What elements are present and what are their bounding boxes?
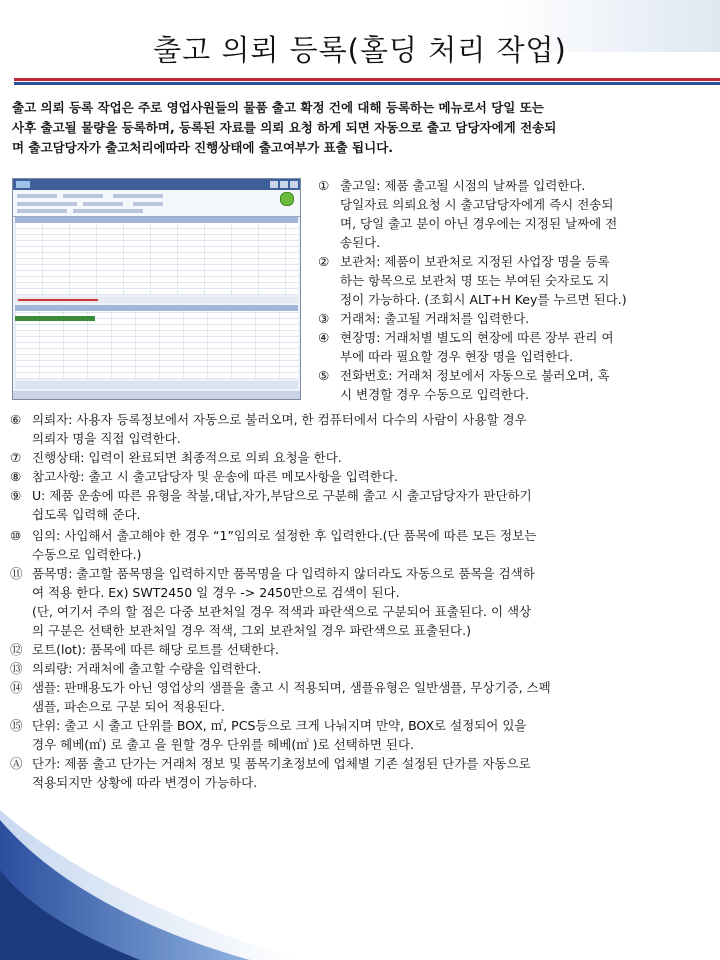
list-item: [10, 467, 716, 486]
close-icon: [290, 181, 298, 188]
item-line: U: 제품 운송에 따른 유형을 착불,대납,자가,부담으로 구분해 출고 시 출고담당자가 판단하기: [32, 488, 532, 503]
item-line: 의뢰자: 사용자 등록정보에서 자동으로 불러오며, 한 컴퓨터에서 다수의 사람이 사용할 경우: [32, 412, 527, 427]
item-marker: Ⓐ: [10, 756, 23, 771]
item-marker: ⑪: [10, 566, 23, 581]
form-field: [17, 194, 57, 198]
app-screenshot-image: [12, 178, 301, 400]
list-item: [10, 564, 716, 640]
item-marker: ⑬: [10, 661, 23, 676]
screenshot-form-area: [13, 190, 300, 217]
item-line: 거래처: 출고될 거래처를 입력한다.: [340, 311, 530, 326]
item-marker: ⑫: [10, 642, 23, 657]
item-marker: ⑭: [10, 680, 23, 695]
screenshot-titlebar: [13, 179, 300, 190]
item-marker: ⑨: [10, 488, 22, 503]
item-line: 적용되지만 상황에 따라 변경이 가능하다.: [32, 775, 258, 790]
item-line: 며, 당일 출고 분이 아닌 경우에는 지정된 날짜에 전: [340, 216, 618, 231]
title-rule-blue: [14, 82, 720, 85]
item-line: 출고일: 제품 출고될 시점의 날짜를 입력한다.: [340, 178, 586, 193]
list-item: [10, 640, 716, 659]
item-line: 수동으로 입력한다.): [32, 547, 142, 562]
item-line: (단, 여기서 주의 할 점은 다중 보관처일 경우 적색과 파란색으로 구분되어 표출된다. 이 색상: [32, 604, 532, 619]
item-line: 부에 따라 필요할 경우 현장 명을 입력한다.: [340, 349, 574, 364]
form-field: [113, 194, 163, 198]
item-line: 쉽도록 입력해 준다.: [32, 507, 141, 522]
item-line: 샘플, 파손으로 구분 되어 적용된다.: [32, 699, 225, 714]
search-go-icon: [280, 192, 294, 206]
detail-caption-text: [18, 299, 98, 301]
item-marker: ⑥: [10, 412, 22, 427]
item-marker: ④: [318, 330, 330, 345]
list-item: [318, 366, 710, 404]
list-item: [10, 678, 716, 716]
item-line: 정이 가능하다. (조회시 ALT+H Key를 누르면 된다.): [340, 292, 627, 307]
item-line: 진행상태: 입력이 완료되면 최종적으로 의뢰 요청을 한다.: [32, 450, 342, 465]
item-line: 임의: 사입해서 출고해야 한 경우 “1”임의로 설정한 후 입력한다.(단 품목에 따른 모든 정보는: [32, 528, 537, 543]
item-line: 현장명: 거래처별 별도의 현장에 따른 장부 관리 여: [340, 330, 614, 345]
item-marker: ③: [318, 311, 330, 326]
selected-row: [15, 316, 95, 321]
item-marker: ⑧: [10, 469, 22, 484]
item-line: 의뢰자 명을 직접 입력한다.: [32, 431, 181, 446]
list-item: [318, 252, 710, 309]
app-logo-icon: [16, 181, 30, 188]
item-line: 당일자료 의뢰요청 시 출고담당자에게 즉시 전송되: [340, 197, 614, 212]
right-field-list: [318, 176, 710, 404]
item-marker: ⑤: [318, 368, 330, 383]
form-field: [63, 194, 103, 198]
item-line: 단가: 제품 출고 단가는 거래처 정보 및 품목기초정보에 업체별 기존 설정된 단가를 자동으로: [32, 756, 531, 771]
form-field: [73, 209, 143, 213]
list-item: [10, 448, 716, 467]
full-field-list: [10, 410, 716, 792]
item-line: 경우 헤베(㎡) 로 출고 을 원할 경우 단위를 헤베(㎡ )로 선택하면 된다.: [32, 737, 414, 752]
item-marker: ②: [318, 254, 330, 269]
maximize-icon: [280, 181, 288, 188]
intro-line: 출고 의뢰 등록 작업은 주로 영업사원들의 물품 출고 확정 건에 대해 등록하는 메뉴로서 당일 또는: [12, 100, 544, 115]
item-marker: ⑩: [10, 528, 22, 543]
status-bar: [13, 391, 300, 399]
form-field: [133, 202, 163, 206]
item-marker: ①: [318, 178, 330, 193]
list-item: [10, 716, 716, 754]
item-marker: ⑮: [10, 718, 23, 733]
list-item: [10, 754, 716, 792]
item-marker: ⑦: [10, 450, 22, 465]
item-line: 샘플: 판매용도가 아닌 영업상의 샘플을 출고 시 적용되며, 샘플유형은 일반샘플, 무상기증, 스펙: [32, 680, 551, 695]
page-title: 출고 의뢰 등록(홀딩 처리 작업): [153, 33, 567, 67]
item-line: 전화번호: 거래처 정보에서 자동으로 불러오며, 혹: [340, 368, 610, 383]
item-line: 의 구분은 선택한 보관처일 경우 적색, 그외 보관처일 경우 파란색으로 표출된다.): [32, 623, 471, 638]
form-field: [17, 209, 67, 213]
minimize-icon: [270, 181, 278, 188]
item-line: 송된다.: [340, 235, 381, 250]
item-line: 로트(lot): 품목에 따른 해당 로트를 선택한다.: [32, 642, 280, 657]
lower-grid: [15, 311, 298, 379]
list-item: [10, 526, 716, 564]
title-rule-red: [14, 78, 720, 81]
intro-paragraph: [12, 98, 712, 158]
intro-line: 사후 출고될 물량을 등록하며, 등록된 자료를 의뢰 요청 하게 되면 자동으로 출고 담당자에게 전송되: [12, 120, 557, 135]
item-line: 품목명: 출고할 품목명을 입력하지만 품목명을 다 입력하지 않더라도 자동으로 품목을 검색하: [32, 566, 535, 581]
list-item: [10, 486, 716, 524]
item-line: 참고사항: 출고 시 출고담당자 및 운송에 따른 메모사항을 입력한다.: [32, 469, 398, 484]
corner-swoosh-decoration: [0, 810, 300, 960]
item-line: 보관처: 제품이 보관처로 지정된 사업장 명을 등록: [340, 254, 610, 269]
totals-bar: [15, 381, 298, 389]
list-item: [318, 176, 710, 252]
intro-line: 며 출고담당자가 출고처리에따라 진행상태에 출고여부가 표출 됩니다.: [12, 140, 394, 155]
item-line: 시 변경할 경우 수동으로 입력한다.: [340, 387, 529, 402]
detail-caption-bar: [15, 297, 298, 303]
title-band: [0, 0, 720, 86]
item-line: 의뢰량: 거래처에 출고할 수량을 입력한다.: [32, 661, 262, 676]
item-line: 단위: 출고 시 출고 단위를 BOX, ㎡, PCS등으로 크게 나눠지며 만약, BOX로 설정되어 있을: [32, 718, 527, 733]
upper-grid: [15, 223, 298, 295]
list-item: [10, 410, 716, 448]
list-item: [318, 309, 710, 328]
item-line: 여 적용 한다. Ex) SWT2450 일 경우 -> 2450만으로 검색이 된다.: [32, 585, 400, 600]
form-field: [83, 202, 123, 206]
list-item: [10, 659, 716, 678]
form-field: [17, 202, 77, 206]
list-item: [318, 328, 710, 366]
item-line: 하는 항목으로 보관처 명 또는 부여된 숫자로도 지: [340, 273, 610, 288]
